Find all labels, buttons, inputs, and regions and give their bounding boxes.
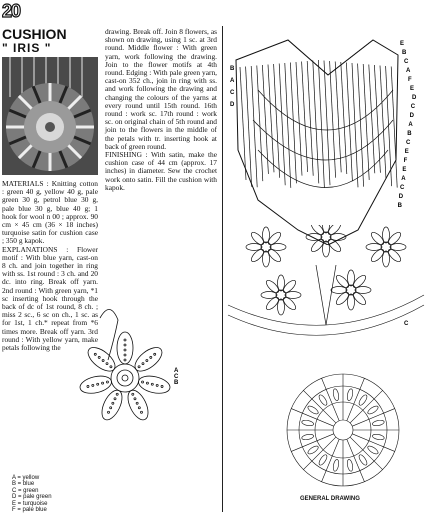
legend-item: B = blue — [12, 481, 35, 488]
flower-label-c: C — [174, 374, 179, 380]
chart-right-label: E — [400, 41, 405, 47]
chart-left-label: C — [230, 90, 235, 96]
legend-item: C = green — [12, 487, 39, 494]
flower-label-a: A — [174, 368, 179, 374]
chart-right-label: D — [409, 113, 414, 119]
chart-right-label: D — [398, 194, 404, 200]
chart-right-label: C — [400, 185, 405, 191]
flower-join-diagram — [226, 225, 426, 350]
paragraph-explanations: EXPLANATIONS : Flower motif : With blue yarn, cast-on 8 ch. and join together in ring with ss. 1st round : 3 ch. and 20 dc. into ring. Break off yarn. 2nd round : With green yarn, *1 sc inserting hook through the back of dc of 1st round, 8 ch. ; miss 2 sc., 6 sc on ch., 1 sc. as for 1st, 1 ch.* repeat from *6 times more. Break off yarn. 3rd round : With yellow yarn, make petals following the — [2, 244, 98, 353]
chart-right-label: C — [410, 104, 416, 110]
page-title: CUSHION — [2, 26, 67, 42]
column-divider — [222, 26, 223, 512]
chart-left-label: B — [230, 66, 235, 72]
chart-right-label: A — [401, 176, 406, 182]
chart-right-label: B — [407, 131, 412, 137]
paragraph-instructions: drawing. Break off. Join 8 flowers, as shown on drawing, using 1 sc. at 3rd round. Middle flower : With green yarn, work following the drawing. Join to the flower motifs at 4th round. Edging : With pale green yarn, cast-on 352 ch., join in ring with ss. and work following the drawing and changing the colours of the yarns at every round until 15th round. 16th round : work sc. 17th round : work sc. on original chain of 5th round and join to the flowers in the middle of the petals with tr. inserting hook at back of green round. — [105, 27, 217, 151]
chart-right-label: E — [404, 149, 409, 155]
legend-item: D = pale green — [12, 494, 52, 501]
edging-chart — [228, 30, 428, 245]
chart-right-label: B — [397, 203, 402, 209]
paragraph-materials: MATERIALS : Knitting cotton : green 40 g, yellow 40 g, pale green 30 g, petrol blue 30 g, pale blue 30 g, blue 40 g; 1 hook for wool n 00 ; approx. 90 cm × 45 cm (36 × 18 inches) turquoise satin for cushion case ; 350 g kapok. — [2, 179, 98, 246]
chart-left-label: A — [230, 78, 235, 84]
chart-right-label: A — [406, 68, 411, 74]
legend-item: E = turquoise — [12, 500, 48, 507]
cushion-photo-illustration — [2, 57, 98, 175]
chart-right-label: A — [408, 122, 413, 128]
chart-right-label: C — [406, 140, 411, 146]
paragraph-finishing: FINISHING : With satin, make the cushion case of 44 cm (approx. 17 inches) in diameter. Sew the crochet work onto satin. Fill the cushion with kapok. — [105, 150, 217, 192]
chart-right-label: C — [404, 59, 409, 65]
flower-labels — [174, 368, 179, 386]
chart-right-label: F — [403, 158, 408, 164]
chart-left-labels — [230, 66, 235, 108]
chart-right-label: B — [402, 50, 407, 56]
color-legend — [12, 475, 52, 513]
join-label-c: C — [404, 321, 409, 327]
instructions-text — [105, 28, 217, 192]
chart-right-label: E — [402, 167, 407, 173]
legend-item: F = pale blue — [12, 507, 47, 513]
cushion-photo — [2, 57, 98, 175]
chart-right-label: D — [412, 95, 417, 101]
flower-motif-diagram — [70, 300, 190, 460]
chart-right-label: E — [410, 86, 415, 92]
chart-right-label: F — [408, 77, 412, 83]
general-drawing-label: GENERAL DRAWING — [300, 496, 360, 502]
pattern-number: 20 — [2, 1, 21, 21]
chart-right-labels — [398, 41, 417, 209]
chart-left-label: D — [230, 102, 235, 108]
general-drawing — [283, 370, 403, 490]
flower-label-b: B — [174, 380, 179, 386]
page-subtitle: " IRIS " — [2, 41, 52, 55]
legend-item: A = yellow — [12, 475, 40, 481]
